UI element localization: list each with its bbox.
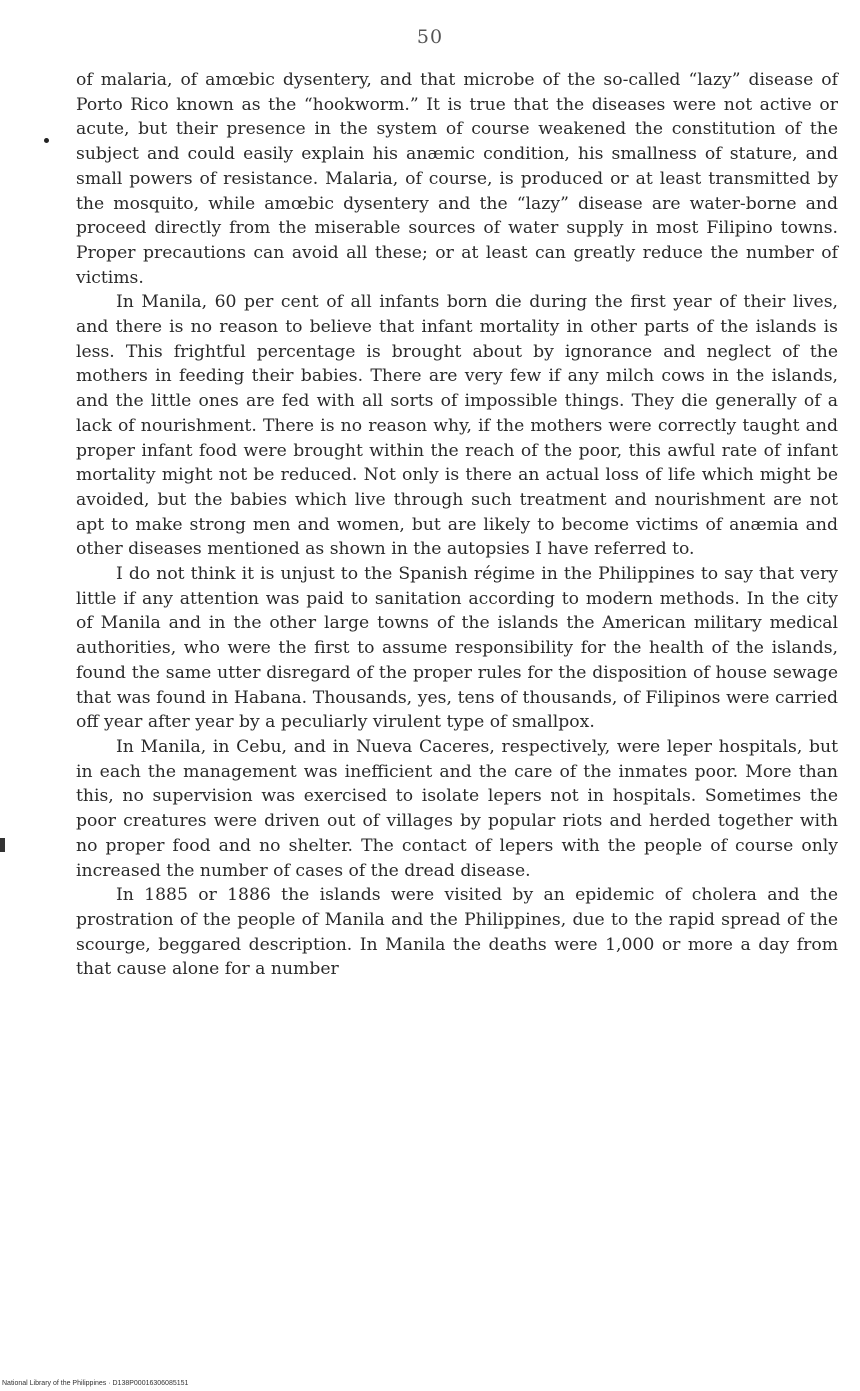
paragraph-infant-mortality: In Manila, 60 per cent of all infants born die during the first year of their lives, and there is no reason to believe that infant mortality in other parts of the islands is less. This frightful percentage is brought about by ignorance and neglect of the mothers in feeding their babies. There are very few if any milch cows in the islands, and the little ones are fed with all sorts of impossible things. They die generally of a lack of nourishment. There is no reason why, if the mothers were correctly taught and proper infant food were brought within the reach of the poor, this awful rate of infant mortality might not be reduced. Not only is there an actual loss of life which might be avoided, but the babies which live through such treatment and nourishment are not apt to make strong men and women, but are likely to become victims of anæmia and other diseases mentioned as shown in the autopsies I have referred to. — [76, 292, 838, 560]
page-number: 50 — [416, 26, 444, 48]
paragraph-cholera-epidemic: In 1885 or 1886 the islands were visited by an epidemic of cholera and the prostration of the people of Manila and the Philippines, due to the rapid spread of the scourge, beggared description. In Manila the deaths were 1,000 or more a day from that cause alone for a number — [76, 885, 838, 980]
margin-dot — [44, 138, 49, 143]
body-text — [76, 68, 838, 982]
paragraph-spanish-regime-sanitation: I do not think it is unjust to the Spanish régime in the Philippines to say that very little if any attention was paid to sanitation according to modern methods. In the city of Manila and in the other large towns of the islands the American military medical authorities, who were the first to assume responsibility for the health of the islands, found the same utter disregard of the proper rules for the disposition of house sewage that was found in Habana. Thousands, yes, tens of thousands, of Filipinos were carried off year after year by a peculiarly virulent type of smallpox. — [76, 564, 838, 733]
scan-source-footer: National Library of the Philippines · D138P00016306085151 — [2, 1380, 189, 1387]
paragraph-malaria-continuation: of malaria, of amœbic dysentery, and that microbe of the so-called “lazy” disease of Porto Rico known as the “hookworm.” It is true that the diseases were not active or acute, but their presence in the system of course weakened the constitution of the subject and could easily explain his anæmic condition, his smallness of stature, and small powers of resistance. Malaria, of course, is produced or at least transmitted by the mosquito, while amœbic dysentery and the “lazy” disease are water-borne and proceed directly from the miserable sources of water supply in most Filipino towns. Proper precautions can avoid all these; or at least can greatly reduce the number of victims. — [76, 70, 838, 288]
scan-edge-mark — [0, 838, 5, 852]
paragraph-leper-hospitals: In Manila, in Cebu, and in Nueva Caceres, respectively, were leper hospitals, but in each the management was inefficient and the care of the inmates poor. More than this, no supervision was exercised to isolate lepers not in hospitals. Sometimes the poor creatures were driven out of villages by popular riots and herded together with no proper food and no shelter. The contact of lepers with the people of course only increased the number of cases of the dread disease. — [76, 736, 838, 881]
